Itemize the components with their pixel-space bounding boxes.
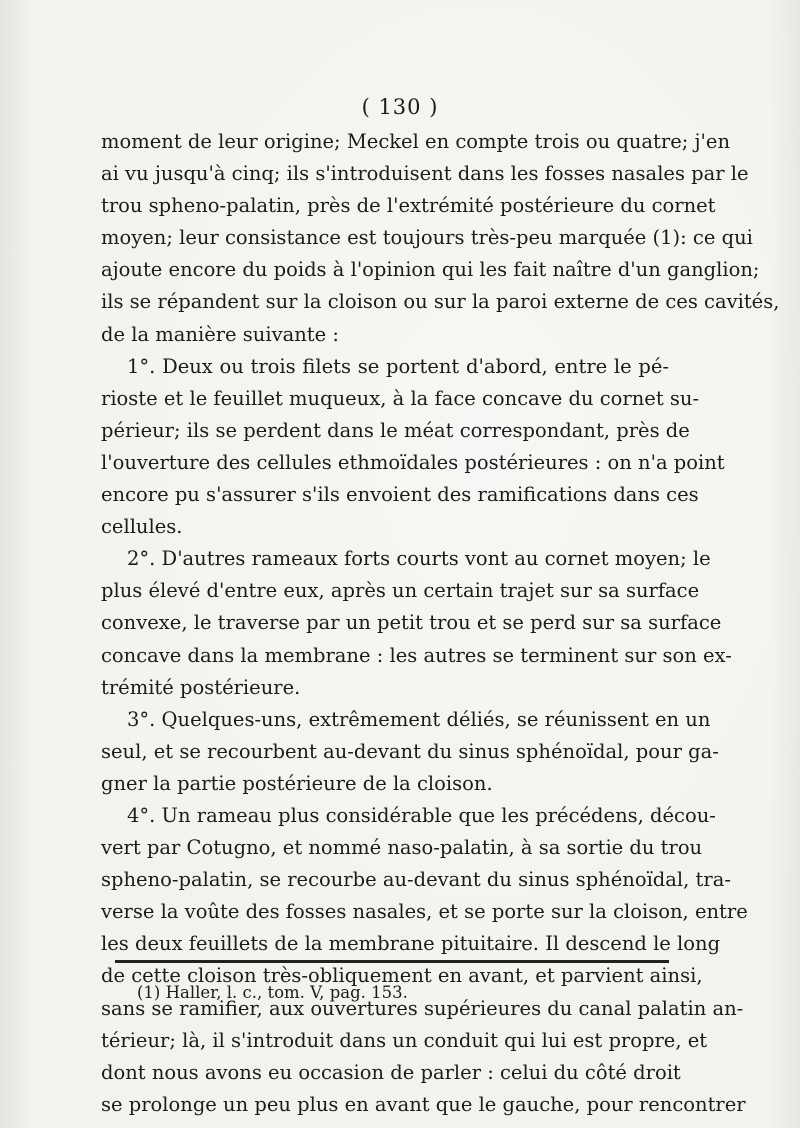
text-line: trémité postérieure. [101,675,301,699]
text-line: ajoute encore du poids à l'opinion qui les fait naître d'un ganglion; [101,258,760,282]
page-number: ( 130 ) [361,95,439,119]
text-line: cellules. [101,515,183,539]
text-line: convexe, le traverse par un petit trou et se perd sur sa surface [101,611,722,635]
text-line: encore pu s'assurer s'ils envoient des ramifications dans ces [101,483,699,507]
text-line: gner la partie postérieure de la cloison. [101,771,493,795]
text-line: verse la voûte des fosses nasales, et se porte sur la cloison, entre [101,900,748,924]
text-line: seul, et se recourbent au-devant du sinus sphénoïdal, pour ga- [101,739,719,763]
text-line: sans se ramifier, aux ouvertures supérieures du canal palatin an- [101,996,744,1020]
text-line: vert par Cotugno, et nommé naso-palatin, à sa sortie du trou [101,836,703,860]
text-line: 1°. Deux ou trois filets se portent d'abord, entre le pé- [127,354,669,378]
text-line: spheno-palatin, se recourbe au-devant du sinus sphénoïdal, tra- [101,868,731,892]
text-line: trou spheno-palatin, près de l'extrémité postérieure du cornet [101,194,716,218]
text-line: l'ouverture des cellules ethmoïdales postérieures : on n'a point [101,450,725,474]
text-line: plus élevé d'entre eux, après un certain trajet sur sa surface [101,579,700,603]
text-line: de cette cloison très-obliquement en avant, et parvient ainsi, [101,964,703,988]
text-line: térieur; là, il s'introduit dans un conduit qui lui est propre, et [101,1028,708,1052]
footnote-rule [115,960,669,963]
footnote: (1) Haller, l. c., tom. V, pag. 153. [137,983,408,1002]
text-line: moment de leur origine; Meckel en compte trois ou quatre; j'en [101,130,731,153]
body-text [101,126,780,1121]
text-line: ai vu jusqu'à cinq; ils s'introduisent dans les fosses nasales par le [101,162,749,186]
text-line: périeur; ils se perdent dans le méat correspondant, près de [101,418,690,442]
text-line: 4°. Un rameau plus considérable que les précédens, décou- [127,803,716,827]
text-line: moyen; leur consistance est toujours très-peu marquée (1): ce qui [101,226,753,250]
text-line: 3°. Quelques-uns, extrêmement déliés, se réunissent en un [127,707,711,731]
text-line: rioste et le feuillet muqueux, à la face concave du cornet su- [101,386,700,410]
text-line: concave dans la membrane : les autres se terminent sur son ex- [101,643,732,667]
text-line: ils se répandent sur la cloison ou sur la paroi externe de ces cavités, [101,290,780,314]
text-line: dont nous avons eu occasion de parler : celui du côté droit [101,1060,681,1084]
text-line: les deux feuillets de la membrane pituitaire. Il descend le long [101,932,721,956]
text-line: se prolonge un peu plus en avant que le gauche, pour rencontrer [101,1092,746,1116]
text-line: de la manière suivante : [101,322,339,346]
text-line: 2°. D'autres rameaux forts courts vont au cornet moyen; le [127,547,711,571]
